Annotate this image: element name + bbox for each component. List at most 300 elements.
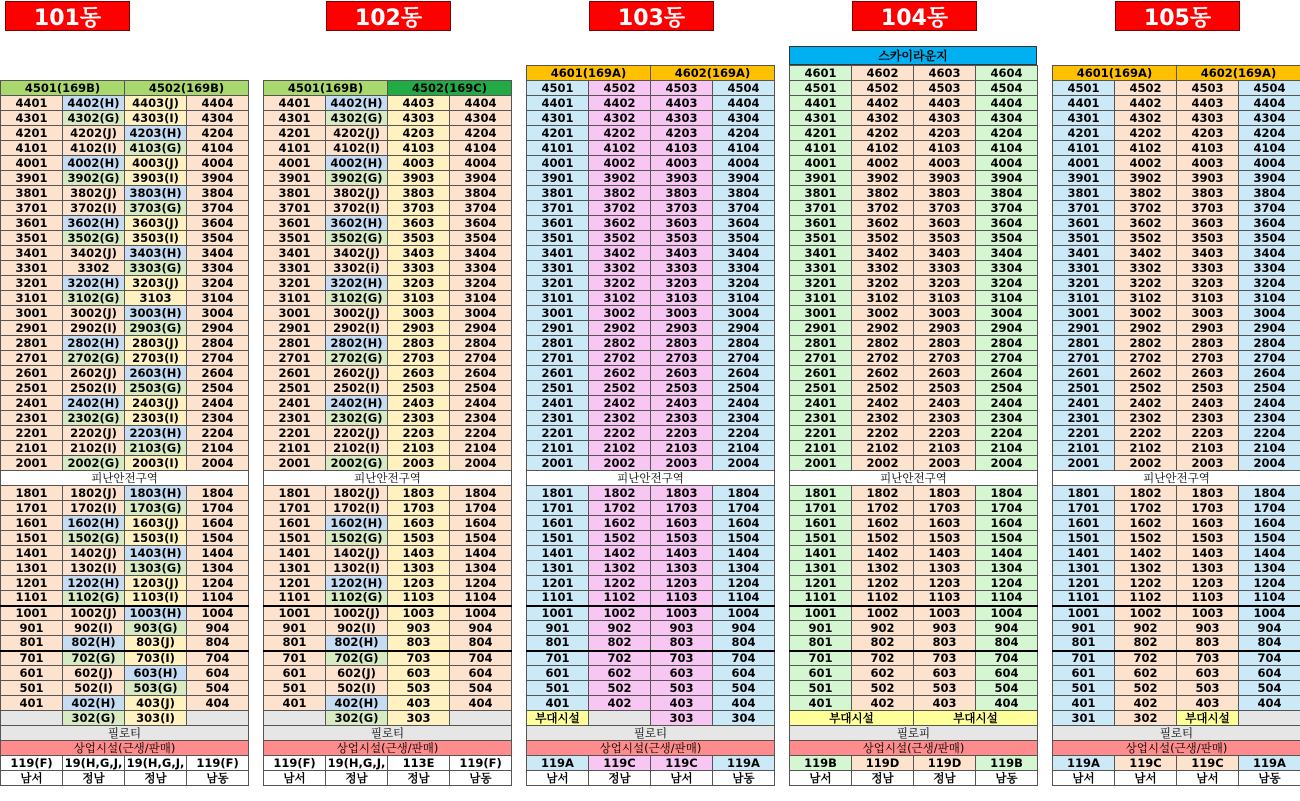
unit-cell: 903 (388, 621, 450, 636)
refuge-zone: 피난안전구역 (264, 471, 512, 486)
unit-cell: 2302 (589, 411, 651, 426)
unit-cell: 803 (651, 636, 713, 651)
unit-cell: 3604 (187, 216, 249, 231)
unit-cell: 3301 (264, 261, 326, 276)
unit-cell: 3203 (914, 276, 976, 291)
unit-cell: 3904 (450, 171, 512, 186)
unit-cell: 1101 (264, 591, 326, 606)
unit-cell: 1403 (914, 546, 976, 561)
direction-cell: 남동 (976, 771, 1038, 786)
unit-cell: 3802 (589, 186, 651, 201)
unit-cell: 3002 (589, 306, 651, 321)
unit-cell: 2804 (713, 336, 775, 351)
unit-cell: 3504 (1239, 231, 1300, 246)
unit-cell: 3501 (790, 231, 852, 246)
unit-type-cell: 119A (527, 756, 589, 771)
unit-cell: 4403 (651, 96, 713, 111)
unit-cell: 3104 (976, 291, 1038, 306)
unit-cell: 3001 (527, 306, 589, 321)
direction-cell: 정남 (388, 771, 450, 786)
unit-cell: 4204 (187, 126, 249, 141)
top-unit-cell: 4601 (790, 66, 852, 81)
unit-cell: 3702 (1115, 201, 1177, 216)
unit-cell: 802 (852, 636, 914, 651)
unit-cell: 4502 (1115, 81, 1177, 96)
unit-cell: 3702 (589, 201, 651, 216)
unit-cell: 3902 (1115, 171, 1177, 186)
direction-cell: 정남 (125, 771, 187, 786)
unit-cell: 3204 (713, 276, 775, 291)
unit-cell: 2301 (1, 411, 63, 426)
unit-cell: 602 (852, 666, 914, 681)
unit-type-cell: 119(F) (264, 756, 326, 771)
unit-cell: 4401 (1, 96, 63, 111)
unit-cell: 2904 (713, 321, 775, 336)
unit-cell: 3201 (264, 276, 326, 291)
unit-cell: 3202(H) (326, 276, 388, 291)
top-unit-cell: 4601(169A) (527, 66, 651, 81)
unit-cell: 4203 (388, 126, 450, 141)
unit-cell: 4302(G) (63, 111, 125, 126)
unit-cell: 4301 (527, 111, 589, 126)
unit-cell: 4104 (450, 141, 512, 156)
unit-cell: 2801 (1, 336, 63, 351)
unit-cell: 4003 (388, 156, 450, 171)
amenity-cell (264, 711, 326, 726)
unit-cell: 2601 (790, 366, 852, 381)
unit-cell: 2403(J) (125, 396, 187, 411)
direction-cell: 정남 (63, 771, 125, 786)
unit-cell: 3504 (713, 231, 775, 246)
unit-cell: 1802 (1115, 486, 1177, 501)
unit-cell: 2403 (1177, 396, 1239, 411)
unit-cell: 4301 (1053, 111, 1115, 126)
unit-cell: 3404 (187, 246, 249, 261)
unit-cell: 4402 (589, 96, 651, 111)
unit-cell: 1103 (388, 591, 450, 606)
unit-cell: 1104 (713, 591, 775, 606)
unit-cell: 1503 (651, 531, 713, 546)
unit-cell: 4101 (527, 141, 589, 156)
unit-cell: 1704 (187, 501, 249, 516)
unit-cell: 4504 (1239, 81, 1300, 96)
amenity-cell: 부대시설 (1177, 711, 1239, 726)
unit-cell: 3201 (1, 276, 63, 291)
unit-cell: 4403 (1177, 96, 1239, 111)
unit-cell: 2803 (914, 336, 976, 351)
unit-cell: 1202(H) (326, 576, 388, 591)
commercial-row: 상업시설(근생/판매) (790, 741, 1038, 756)
unit-cell: 1201 (264, 576, 326, 591)
unit-cell: 4402(H) (326, 96, 388, 111)
unit-cell: 1201 (527, 576, 589, 591)
unit-cell: 504 (1239, 681, 1300, 696)
unit-cell: 2104 (1239, 441, 1300, 456)
unit-cell: 2702(G) (326, 351, 388, 366)
unit-cell: 4402(H) (63, 96, 125, 111)
unit-cell: 3304 (1239, 261, 1300, 276)
direction-cell: 남서 (1053, 771, 1115, 786)
unit-cell: 4002(H) (326, 156, 388, 171)
unit-cell: 3701 (790, 201, 852, 216)
unit-cell: 4304 (187, 111, 249, 126)
unit-cell: 803 (388, 636, 450, 651)
unit-cell: 1701 (527, 501, 589, 516)
unit-cell: 1101 (1053, 591, 1115, 606)
unit-cell: 4102(I) (326, 141, 388, 156)
unit-cell: 4503 (1177, 81, 1239, 96)
unit-cell: 503(G) (125, 681, 187, 696)
unit-cell: 2201 (527, 426, 589, 441)
unit-cell: 1701 (264, 501, 326, 516)
unit-cell: 3702 (852, 201, 914, 216)
unit-cell: 2103(G) (125, 441, 187, 456)
unit-table (1052, 65, 1300, 786)
unit-cell: 803 (1177, 636, 1239, 651)
unit-cell: 404 (713, 696, 775, 711)
unit-cell: 3002(J) (63, 306, 125, 321)
unit-cell: 3803(H) (125, 186, 187, 201)
unit-cell: 801 (790, 636, 852, 651)
unit-cell: 2204 (713, 426, 775, 441)
unit-cell: 402 (1115, 696, 1177, 711)
unit-cell: 3004 (713, 306, 775, 321)
unit-cell: 2402 (852, 396, 914, 411)
unit-cell: 1401 (790, 546, 852, 561)
unit-cell: 2704 (187, 351, 249, 366)
unit-cell: 4102 (589, 141, 651, 156)
unit-cell: 1301 (264, 561, 326, 576)
unit-cell: 1203 (914, 576, 976, 591)
direction-cell: 정남 (914, 771, 976, 786)
unit-cell: 904 (976, 621, 1038, 636)
unit-cell: 2401 (1, 396, 63, 411)
unit-cell: 3104 (1239, 291, 1300, 306)
unit-cell: 2002 (852, 456, 914, 471)
amenity-cell: 304 (713, 711, 775, 726)
unit-cell: 2801 (1053, 336, 1115, 351)
unit-cell: 2104 (976, 441, 1038, 456)
unit-cell: 1004 (1239, 606, 1300, 621)
unit-cell: 1801 (264, 486, 326, 501)
unit-cell: 1501 (1, 531, 63, 546)
unit-cell: 2504 (976, 381, 1038, 396)
unit-cell: 1703(G) (125, 501, 187, 516)
unit-cell: 2401 (790, 396, 852, 411)
unit-cell: 804 (713, 636, 775, 651)
unit-cell: 2003 (388, 456, 450, 471)
piloti-row: 필로티 (264, 726, 512, 741)
unit-cell: 1501 (527, 531, 589, 546)
unit-cell: 2902(I) (63, 321, 125, 336)
unit-cell: 803(J) (125, 636, 187, 651)
unit-cell: 2501 (1, 381, 63, 396)
unit-cell: 2803 (388, 336, 450, 351)
unit-cell: 604 (713, 666, 775, 681)
unit-cell: 4403 (914, 96, 976, 111)
unit-cell: 701 (790, 651, 852, 666)
unit-cell: 1102(G) (326, 591, 388, 606)
unit-cell: 2803(J) (125, 336, 187, 351)
unit-cell: 3802(J) (326, 186, 388, 201)
unit-cell: 2003(I) (125, 456, 187, 471)
unit-cell: 3304 (713, 261, 775, 276)
unit-cell: 1302 (852, 561, 914, 576)
unit-cell: 3001 (264, 306, 326, 321)
unit-cell: 3103 (388, 291, 450, 306)
unit-cell: 3102 (589, 291, 651, 306)
unit-cell: 703 (1177, 651, 1239, 666)
unit-cell: 1604 (187, 516, 249, 531)
unit-cell: 4503 (651, 81, 713, 96)
unit-cell: 4202 (589, 126, 651, 141)
unit-cell: 3301 (1, 261, 63, 276)
unit-cell: 2401 (527, 396, 589, 411)
unit-cell: 3503 (388, 231, 450, 246)
unit-cell: 1202(H) (63, 576, 125, 591)
unit-cell: 2203 (388, 426, 450, 441)
unit-cell: 3003 (1177, 306, 1239, 321)
unit-cell: 2101 (264, 441, 326, 456)
unit-cell: 2601 (264, 366, 326, 381)
unit-cell: 3504 (187, 231, 249, 246)
unit-cell: 502 (852, 681, 914, 696)
unit-cell: 4304 (713, 111, 775, 126)
unit-cell: 2204 (450, 426, 512, 441)
unit-cell: 2004 (713, 456, 775, 471)
unit-cell: 1601 (1, 516, 63, 531)
direction-cell: 남동 (187, 771, 249, 786)
unit-cell: 4304 (450, 111, 512, 126)
unit-cell: 4504 (976, 81, 1038, 96)
unit-cell: 4002 (1115, 156, 1177, 171)
unit-cell: 504 (450, 681, 512, 696)
unit-cell: 3203 (651, 276, 713, 291)
unit-cell: 1201 (1, 576, 63, 591)
unit-cell: 4103(G) (125, 141, 187, 156)
unit-cell: 3803 (388, 186, 450, 201)
unit-cell: 3503 (914, 231, 976, 246)
unit-cell: 2102(I) (326, 441, 388, 456)
unit-cell: 1202 (852, 576, 914, 591)
unit-cell: 2804 (187, 336, 249, 351)
unit-cell: 2004 (450, 456, 512, 471)
unit-cell: 3502(G) (326, 231, 388, 246)
unit-cell: 1504 (976, 531, 1038, 546)
unit-cell: 904 (713, 621, 775, 636)
top-unit-cell: 4602(169A) (1177, 66, 1300, 81)
unit-cell: 2001 (1, 456, 63, 471)
unit-cell: 3202 (1115, 276, 1177, 291)
unit-cell: 2203 (914, 426, 976, 441)
unit-cell: 402(H) (326, 696, 388, 711)
unit-cell: 1004 (976, 606, 1038, 621)
amenity-cell: 302(G) (63, 711, 125, 726)
unit-cell: 1403 (388, 546, 450, 561)
unit-cell: 802(H) (326, 636, 388, 651)
unit-cell: 2503 (914, 381, 976, 396)
unit-cell: 3402 (852, 246, 914, 261)
unit-cell: 704 (713, 651, 775, 666)
unit-cell: 2702 (589, 351, 651, 366)
unit-cell: 2404 (976, 396, 1038, 411)
unit-cell: 2103 (651, 441, 713, 456)
unit-cell: 2102 (1115, 441, 1177, 456)
unit-cell: 3704 (187, 201, 249, 216)
unit-cell: 2101 (790, 441, 852, 456)
unit-cell: 2101 (527, 441, 589, 456)
unit-cell: 1404 (1239, 546, 1300, 561)
unit-cell: 2704 (713, 351, 775, 366)
unit-cell: 2903 (388, 321, 450, 336)
unit-cell: 4501 (1053, 81, 1115, 96)
unit-cell: 1402(J) (63, 546, 125, 561)
unit-cell: 1303 (388, 561, 450, 576)
refuge-zone: 피난안전구역 (1, 471, 249, 486)
unit-cell: 1204 (713, 576, 775, 591)
unit-table (789, 65, 1038, 786)
direction-cell: 정남 (326, 771, 388, 786)
unit-cell: 2602 (1115, 366, 1177, 381)
unit-cell: 402 (589, 696, 651, 711)
unit-cell: 1604 (450, 516, 512, 531)
unit-cell: 4403(J) (125, 96, 187, 111)
unit-cell: 1704 (976, 501, 1038, 516)
unit-cell: 701 (527, 651, 589, 666)
unit-cell: 3301 (1053, 261, 1115, 276)
unit-cell: 3402(J) (326, 246, 388, 261)
unit-cell: 4203 (651, 126, 713, 141)
unit-cell: 2603(H) (125, 366, 187, 381)
unit-cell: 2504 (450, 381, 512, 396)
unit-cell: 2201 (790, 426, 852, 441)
unit-cell: 2003 (914, 456, 976, 471)
unit-cell: 4201 (790, 126, 852, 141)
unit-cell: 3002(J) (326, 306, 388, 321)
unit-cell: 1103 (914, 591, 976, 606)
unit-cell: 1504 (713, 531, 775, 546)
unit-cell: 2501 (264, 381, 326, 396)
unit-cell: 1802(J) (63, 486, 125, 501)
unit-cell: 503 (1177, 681, 1239, 696)
unit-cell: 4302 (1115, 111, 1177, 126)
unit-cell: 1004 (187, 606, 249, 621)
unit-cell: 3902(G) (326, 171, 388, 186)
unit-cell: 3104 (713, 291, 775, 306)
unit-cell: 2501 (1053, 381, 1115, 396)
unit-cell: 3103 (651, 291, 713, 306)
commercial-row: 상업시설(근생/판매) (264, 741, 512, 756)
unit-cell: 2203(H) (125, 426, 187, 441)
unit-cell: 504 (976, 681, 1038, 696)
unit-cell: 3404 (976, 246, 1038, 261)
unit-cell: 4103 (914, 141, 976, 156)
amenity-cell: 302 (1115, 711, 1177, 726)
unit-cell: 1702 (852, 501, 914, 516)
unit-cell: 701 (264, 651, 326, 666)
unit-cell: 1204 (1239, 576, 1300, 591)
unit-cell: 4301 (264, 111, 326, 126)
building-header: 103동 (589, 1, 714, 31)
unit-cell: 3204 (450, 276, 512, 291)
unit-cell: 4201 (264, 126, 326, 141)
unit-cell: 3304 (187, 261, 249, 276)
unit-cell: 3701 (1, 201, 63, 216)
unit-cell: 2702 (1115, 351, 1177, 366)
unit-cell: 3603(J) (125, 216, 187, 231)
unit-cell: 4104 (976, 141, 1038, 156)
top-unit-cell: 4602 (852, 66, 914, 81)
unit-cell: 1403 (651, 546, 713, 561)
unit-cell: 3902 (852, 171, 914, 186)
unit-cell: 4204 (976, 126, 1038, 141)
unit-cell: 3903 (914, 171, 976, 186)
unit-cell: 4102 (1115, 141, 1177, 156)
unit-cell: 1002 (589, 606, 651, 621)
commercial-row: 상업시설(근생/판매) (1053, 741, 1300, 756)
unit-cell: 4401 (790, 96, 852, 111)
unit-cell: 1601 (790, 516, 852, 531)
unit-cell: 4203(H) (125, 126, 187, 141)
unit-cell: 3704 (1239, 201, 1300, 216)
unit-cell: 2301 (264, 411, 326, 426)
unit-cell: 3403 (388, 246, 450, 261)
unit-cell: 701 (1, 651, 63, 666)
unit-cell: 4404 (450, 96, 512, 111)
unit-cell: 2004 (187, 456, 249, 471)
unit-cell: 3002 (1115, 306, 1177, 321)
unit-cell: 2303 (1177, 411, 1239, 426)
unit-cell: 3302 (852, 261, 914, 276)
unit-type-cell: 119(F) (450, 756, 512, 771)
unit-cell: 3701 (1053, 201, 1115, 216)
unit-cell: 2004 (1239, 456, 1300, 471)
unit-cell: 604 (1239, 666, 1300, 681)
unit-cell: 4303 (651, 111, 713, 126)
unit-cell: 3604 (1239, 216, 1300, 231)
unit-cell: 403 (388, 696, 450, 711)
unit-type-cell: 19(H,G,J, (326, 756, 388, 771)
unit-cell: 3202(H) (63, 276, 125, 291)
unit-cell: 4004 (187, 156, 249, 171)
unit-cell: 4003 (914, 156, 976, 171)
unit-cell: 4001 (1053, 156, 1115, 171)
unit-cell: 3204 (187, 276, 249, 291)
unit-cell: 3901 (264, 171, 326, 186)
unit-cell: 1201 (1053, 576, 1115, 591)
unit-cell: 4101 (1, 141, 63, 156)
unit-cell: 903 (1177, 621, 1239, 636)
unit-cell: 902(I) (63, 621, 125, 636)
unit-cell: 502(I) (63, 681, 125, 696)
unit-type-cell: 119D (914, 756, 976, 771)
unit-type-cell: 19(H,G,J, (125, 756, 187, 771)
unit-cell: 4404 (187, 96, 249, 111)
unit-cell: 1301 (1053, 561, 1115, 576)
unit-cell: 2902 (589, 321, 651, 336)
unit-cell: 1301 (790, 561, 852, 576)
unit-cell: 402(H) (63, 696, 125, 711)
unit-cell: 2703 (651, 351, 713, 366)
unit-cell: 2702(G) (63, 351, 125, 366)
unit-cell: 902 (589, 621, 651, 636)
unit-cell: 2604 (1239, 366, 1300, 381)
unit-cell: 1702 (1115, 501, 1177, 516)
unit-cell: 2301 (527, 411, 589, 426)
unit-cell: 2602 (589, 366, 651, 381)
unit-cell: 1403(H) (125, 546, 187, 561)
unit-cell: 804 (187, 636, 249, 651)
